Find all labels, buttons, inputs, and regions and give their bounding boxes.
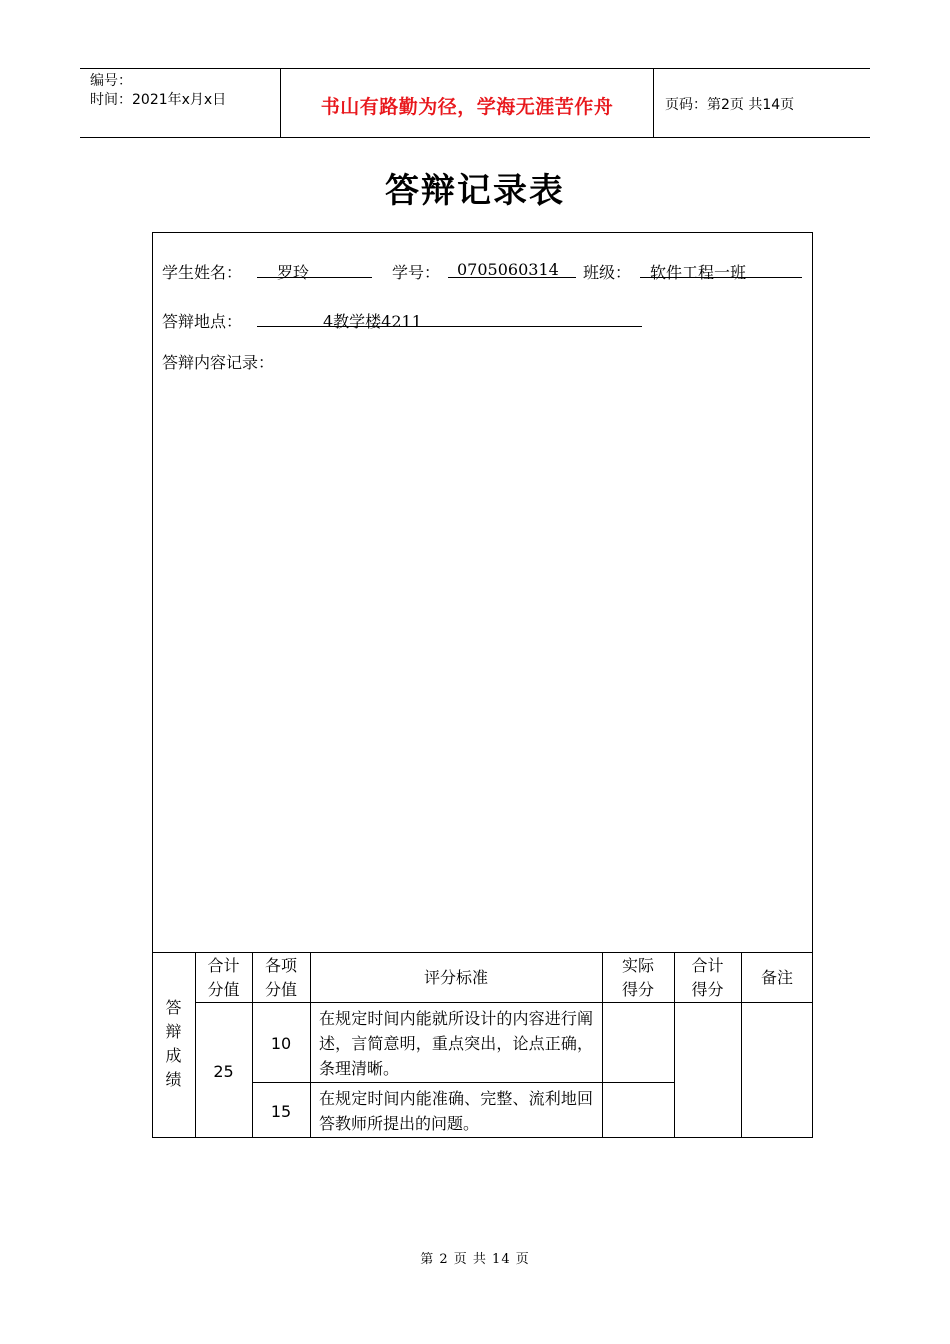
number-label: 编号：: [90, 73, 132, 89]
header-total-value: [195, 954, 252, 1002]
header-bottom-line: [195, 1002, 813, 1003]
side-char: 辩: [165, 1022, 182, 1041]
header-meta-cell: [80, 69, 281, 137]
row-1-points: 10: [270, 1034, 292, 1053]
class-field: 软件工程一班: [640, 260, 802, 278]
header-text: 合计: [207, 956, 240, 975]
class-label: 班级：: [583, 263, 632, 282]
header-text: 实际: [621, 956, 654, 975]
row-2-criteria: 在规定时间内能准确、完整、流利地回答教师所提出的问题。: [319, 1089, 593, 1133]
page-footer: 第 2 页 共 14 页: [420, 1252, 530, 1267]
header-text: 分值: [207, 980, 240, 999]
name-label: 学生姓名：: [162, 263, 243, 282]
header-item-value: [252, 954, 310, 1002]
header-text: 得分: [691, 980, 724, 999]
document-title: 答辩记录表: [385, 171, 565, 211]
content-record-label: 答辩内容记录：: [162, 353, 275, 372]
side-char: 绩: [165, 1070, 182, 1089]
header-remarks: 备注: [760, 968, 793, 987]
side-char: 成: [165, 1046, 182, 1065]
row-divider-line: [252, 1082, 674, 1083]
student-id-field: 0705060314: [448, 260, 576, 278]
grade-table: [152, 952, 813, 1138]
side-label-defense-grade: [152, 996, 195, 1092]
header-total-score: [674, 954, 741, 1002]
row-1-criteria: 在规定时间内能就所设计的内容进行阐述，言简意明，重点突出，论点正确，条理清晰。: [319, 1009, 593, 1078]
header-text: 分值: [264, 980, 297, 999]
motto: 书山有路勤为径，学海无涯苦作舟: [320, 96, 614, 118]
side-char: 答: [165, 998, 182, 1017]
header-text: 各项: [264, 956, 297, 975]
header-text: 合计: [691, 956, 724, 975]
row-2-points: 15: [270, 1102, 292, 1121]
total-value-cell: 25: [213, 1062, 234, 1081]
time-label: 时间：2021年x月x日: [90, 92, 227, 108]
location-label: 答辩地点：: [162, 312, 243, 331]
header-motto-cell: [281, 69, 654, 137]
page-label: 页码：第2页 共14页: [665, 97, 795, 113]
location-field: 4教学楼4211: [257, 309, 642, 327]
header-actual-score: [602, 954, 674, 1002]
student-id-label: 学号：: [392, 263, 441, 282]
page-header: [80, 68, 870, 138]
header-text: 得分: [621, 980, 654, 999]
name-field: 罗玲: [257, 260, 372, 278]
header-criteria: 评分标准: [423, 968, 488, 987]
